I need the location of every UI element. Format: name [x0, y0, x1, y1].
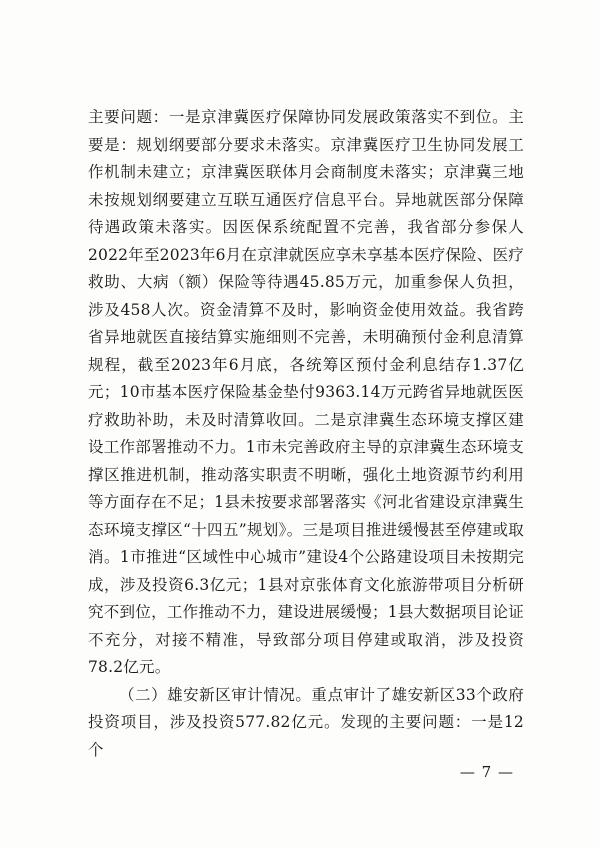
page-number: — 7 — [459, 763, 514, 781]
body-text [88, 104, 524, 764]
paragraph-main-problems: 主要问题：一是京津冀医疗保障协同发展政策落实不到位。主要是：规划纲要部分要求未落实。京津冀医疗卫生协同发展工作机制未建立；京津冀医联体月会商制度未落实；京津冀三地未按规划纲要建立互联互通医疗信息平台。异地就医部分保障待遇政策未落实。因医保系统配置不完善，我省部分参保人2022年至2023年6月在京津就医应享未享基本医疗保险、医疗救助、大病（额）保险等待遇45.85万元，加重参保人负担，涉及458人次。资金清算不及时，影响资金使用效益。我省跨省异地就医直接结算实施细则不完善，未明确预付金利息清算规程，截至2023年6月底，各统筹区预付金利息结存1.37亿元；10市基本医疗保险基金垫付9363.14万元跨省异地就医医疗救助补助，未及时清算收回。二是京津冀生态环境支撑区建设工作部署推动不力。1市未完善政府主导的京津冀生态环境支撑区推进机制，推动落实职责不明晰，强化土地资源节约利用等方面存在不足；1县未按要求部署落实《河北省建设京津冀生态环境支撑区“十四五”规划》。三是项目推进缓慢甚至停建或取消。1市推进“区域性中心城市”建设4个公路建设项目未按期完成，涉及投资6.3亿元；1县对京张体育文化旅游带项目分析研究不到位，工作推动不力，建设进展缓慢；1县大数据项目论证不充分，对接不精准，导致部分项目停建或取消，涉及投资78.2亿元。 [88, 108, 524, 676]
paragraph-xiongan-audit: （二）雄安新区审计情况。重点审计了雄安新区33个政府投资项目，涉及投资577.82亿元。发现的主要问题：一是12个 [88, 685, 524, 759]
